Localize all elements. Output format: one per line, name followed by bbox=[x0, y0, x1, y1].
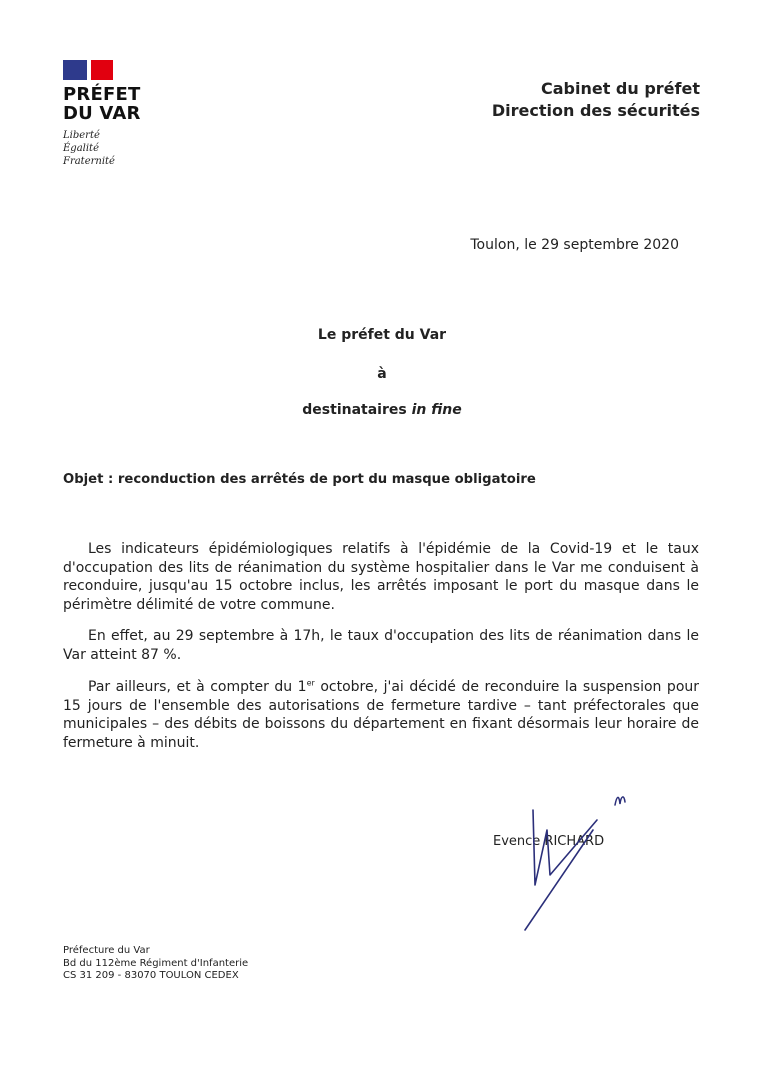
logo-title-line2: DU VAR bbox=[63, 103, 141, 124]
body-paragraph-1: Les indicateurs épidémiologiques relatifs à l'épidémie de la Covid-19 et le taux d'occupation des lits de réanimation du système hospitalier dans le Var me conduisent à reconduire, jusqu'au 15 octobre inclus, les arrêtés imposant le port du masque dans le périmètre délimité de votre commune. bbox=[63, 541, 699, 613]
office-line-1: Cabinet du préfet bbox=[540, 79, 700, 98]
republic-motto bbox=[63, 129, 183, 168]
office-heading bbox=[492, 78, 700, 122]
office-line-2: Direction des sécurités bbox=[491, 101, 700, 120]
date-line: Toulon, le 29 septembre 2020 bbox=[470, 237, 679, 253]
subject-line: Objet : reconduction des arrêtés de port du masque obligatoire bbox=[63, 472, 536, 487]
logo-title-line1: PRÉFET bbox=[63, 84, 141, 105]
motto-fraternite: Fraternité bbox=[63, 156, 115, 167]
handwritten-signature bbox=[505, 790, 645, 940]
signer-name: Evence RICHARD bbox=[493, 834, 605, 849]
footer-line-3: CS 31 209 - 83070 TOULON CEDEX bbox=[63, 970, 239, 981]
to-line: à bbox=[377, 366, 387, 382]
logo-title bbox=[63, 85, 183, 123]
footer-line-1: Préfecture du Var bbox=[63, 945, 150, 956]
body-paragraph-2: En effet, au 29 septembre à 17h, le taux d'occupation des lits de réanimation dans le Var atteint 87 %. bbox=[63, 628, 699, 663]
footer-line-2: Bd du 112ème Régiment d'Infanterie bbox=[63, 957, 249, 969]
recipients-prefix: destinataires bbox=[302, 402, 407, 418]
recipients-italic: in fine bbox=[411, 402, 462, 418]
body-paragraph-3: Par ailleurs, et à compter du 1er octobre, j'ai décidé de reconduire la suspension pour 15 jours de l'ensemble des autorisations de fermeture tardive – tant préfectorales que municipales – des débits de boissons du département en fixant désormais leur horaire de fermeture à minuit. bbox=[63, 678, 700, 751]
recipients-line bbox=[0, 402, 764, 418]
motto-liberte: Liberté bbox=[63, 130, 100, 141]
motto-egalite: Égalité bbox=[63, 143, 99, 154]
prefecture-logo bbox=[63, 60, 183, 168]
sender-line: Le préfet du Var bbox=[317, 327, 447, 343]
marianne-flag-icon bbox=[63, 60, 113, 80]
footer-address bbox=[63, 945, 248, 983]
